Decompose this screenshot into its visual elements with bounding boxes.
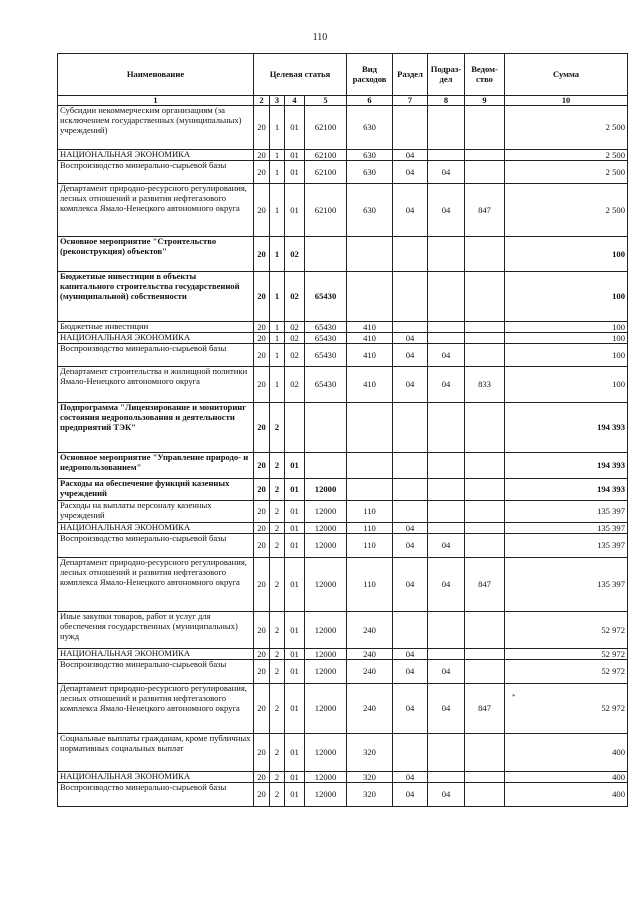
target-code-subprogram: 2 [270,534,285,558]
target-code-subprogram: 2 [270,734,285,772]
target-code-direction: 65430 [305,272,347,322]
amount: 100 [505,367,628,403]
table-row [58,367,628,403]
section-code: 04 [393,161,428,184]
subsection-code: 04 [428,684,465,734]
col-number: 1 [58,96,254,106]
expense-type [347,403,393,453]
table-row [58,150,628,161]
row-name: Воспроизводство минерально-сырьевой базы [58,344,254,367]
subsection-code: 04 [428,660,465,684]
amount: 135 397 [505,501,628,523]
table-header-row [58,54,628,96]
col-number: 7 [393,96,428,106]
header-amount: Сумма [505,54,628,96]
section-code [393,403,428,453]
table-row [58,333,628,344]
table-row [58,106,628,150]
amount: 52 972 [505,684,628,734]
target-code-activity: 01 [285,184,305,237]
subsection-code [428,453,465,479]
target-code-direction: 12000 [305,479,347,501]
section-code: 04 [393,367,428,403]
target-code-direction: 12000 [305,649,347,660]
table-row [58,660,628,684]
col-number: 3 [270,96,285,106]
subsection-code [428,649,465,660]
row-name: Департамент строительства и жилищной политики Ямало-Ненецкого автономного округа [58,367,254,403]
row-name: Воспроизводство минерально-сырьевой базы [58,660,254,684]
expense-type [347,272,393,322]
table-row [58,453,628,479]
amount: 194 393 [505,453,628,479]
expense-type: 630 [347,161,393,184]
section-code [393,272,428,322]
target-code-direction: 12000 [305,501,347,523]
target-code-program: 20 [254,534,270,558]
target-code-direction: 12000 [305,660,347,684]
target-code-activity [285,403,305,453]
amount: 100 [505,237,628,272]
expense-type: 110 [347,534,393,558]
target-code-program: 20 [254,649,270,660]
section-code: 04 [393,649,428,660]
expense-type: 110 [347,501,393,523]
subsection-code: 04 [428,344,465,367]
row-name: Бюджетные инвестиции в объекты капитального строительства государственной (муниципальной) собственности [58,272,254,322]
amount: 100 [505,322,628,333]
row-name: НАЦИОНАЛЬНАЯ ЭКОНОМИКА [58,649,254,660]
department-code [465,534,505,558]
table-row [58,237,628,272]
target-code-subprogram: 1 [270,106,285,150]
section-code [393,612,428,649]
subsection-code [428,772,465,783]
target-code-program: 20 [254,612,270,649]
amount: 100 [505,272,628,322]
target-code-direction [305,237,347,272]
col-number: 9 [465,96,505,106]
row-name: Расходы на обеспечение функций казенных учреждений [58,479,254,501]
target-code-program: 20 [254,684,270,734]
target-code-program: 20 [254,558,270,612]
target-code-activity: 01 [285,734,305,772]
row-name: Иные закупки товаров, работ и услуг для обеспечения государственных (муниципальных) нужд [58,612,254,649]
amount: 2 500 [505,150,628,161]
target-code-activity: 01 [285,783,305,807]
target-code-subprogram: 2 [270,501,285,523]
table-row [58,322,628,333]
row-name: Департамент природно-ресурсного регулирования, лесных отношений и развития нефтегазового комплекса Ямало-Ненецкого автономного округа [58,184,254,237]
expense-type: 630 [347,150,393,161]
amount: 100 [505,344,628,367]
target-code-program: 20 [254,344,270,367]
subsection-code [428,333,465,344]
target-code-subprogram: 1 [270,367,285,403]
section-code [393,734,428,772]
table-row [58,772,628,783]
target-code-subprogram: 1 [270,322,285,333]
subsection-code [428,403,465,453]
target-code-program: 20 [254,501,270,523]
amount: 400 [505,734,628,772]
expense-type: 410 [347,367,393,403]
table-body [58,106,628,807]
section-code: 04 [393,150,428,161]
subsection-code [428,272,465,322]
section-code: 04 [393,660,428,684]
subsection-code [428,479,465,501]
department-code [465,479,505,501]
target-code-program: 20 [254,322,270,333]
department-code [465,501,505,523]
subsection-code [428,523,465,534]
target-code-activity: 01 [285,479,305,501]
row-name: Основное мероприятие "Управление природо- и недропользованием" [58,453,254,479]
expense-type: 410 [347,333,393,344]
table-row [58,534,628,558]
row-name: Основное мероприятие "Строительство (реконструкция) объектов" [58,237,254,272]
col-number: 5 [305,96,347,106]
target-code-subprogram: 2 [270,612,285,649]
section-code: 04 [393,184,428,237]
target-code-activity: 01 [285,660,305,684]
row-name: Воспроизводство минерально-сырьевой базы [58,534,254,558]
section-code: 04 [393,534,428,558]
table-row [58,523,628,534]
section-code [393,106,428,150]
target-code-activity: 01 [285,612,305,649]
target-code-activity: 02 [285,367,305,403]
target-code-program: 20 [254,184,270,237]
table-row [58,612,628,649]
amount: 135 397 [505,534,628,558]
section-code [393,479,428,501]
target-code-direction: 62100 [305,184,347,237]
subsection-code: 04 [428,783,465,807]
target-code-program: 20 [254,453,270,479]
expense-type: 240 [347,649,393,660]
target-code-direction: 12000 [305,772,347,783]
target-code-activity: 01 [285,161,305,184]
expense-type [347,479,393,501]
target-code-activity: 01 [285,649,305,660]
target-code-activity: 02 [285,333,305,344]
expense-type [347,237,393,272]
department-code [465,322,505,333]
target-code-direction: 12000 [305,734,347,772]
department-code [465,333,505,344]
row-name: Воспроизводство минерально-сырьевой базы [58,783,254,807]
section-code: 04 [393,344,428,367]
department-code [465,344,505,367]
table-row [58,344,628,367]
subsection-code: 04 [428,184,465,237]
subsection-code: 04 [428,161,465,184]
target-code-program: 20 [254,479,270,501]
row-name: Департамент природно-ресурсного регулирования, лесных отношений и развития нефтегазового комплекса Ямало-Ненецкого автономного округа [58,684,254,734]
target-code-subprogram: 2 [270,649,285,660]
target-code-direction: 12000 [305,684,347,734]
target-code-direction: 62100 [305,161,347,184]
col-number: 2 [254,96,270,106]
department-code: 847 [465,558,505,612]
subsection-code [428,237,465,272]
department-code [465,453,505,479]
target-code-direction: 12000 [305,783,347,807]
target-code-activity: 02 [285,322,305,333]
target-code-subprogram: 1 [270,161,285,184]
department-code [465,523,505,534]
header-department: Ведом-ство [465,54,505,96]
target-code-program: 20 [254,161,270,184]
row-name: Социальные выплаты гражданам, кроме публичных нормативных социальных выплат [58,734,254,772]
department-code [465,660,505,684]
target-code-program: 20 [254,660,270,684]
subsection-code [428,612,465,649]
target-code-program: 20 [254,523,270,534]
section-code: 04 [393,772,428,783]
expense-type: 240 [347,612,393,649]
header-target-article: Целевая статья [254,54,347,96]
target-code-subprogram: 2 [270,684,285,734]
target-code-subprogram: 2 [270,558,285,612]
department-code [465,612,505,649]
col-number: 10 [505,96,628,106]
target-code-subprogram: 2 [270,660,285,684]
expense-type: 630 [347,184,393,237]
expense-type: 240 [347,660,393,684]
target-code-activity: 01 [285,150,305,161]
amount: 400 [505,783,628,807]
row-name: Субсидии некоммерческим организациям (за исключением государственных (муниципальных) учреждений) [58,106,254,150]
target-code-program: 20 [254,150,270,161]
target-code-subprogram: 1 [270,184,285,237]
subsection-code: 04 [428,367,465,403]
department-code [465,649,505,660]
department-code: 847 [465,684,505,734]
expense-type: 110 [347,523,393,534]
target-code-activity: 01 [285,772,305,783]
amount: 2 500 [505,106,628,150]
header-expense-type: Вид расходов [347,54,393,96]
target-code-subprogram: 2 [270,453,285,479]
row-name: Бюджетные инвестиции [58,322,254,333]
target-code-subprogram: 1 [270,333,285,344]
row-name: НАЦИОНАЛЬНАЯ ЭКОНОМИКА [58,772,254,783]
target-code-subprogram: 2 [270,783,285,807]
section-code: 04 [393,523,428,534]
table-row [58,403,628,453]
target-code-direction [305,453,347,479]
table-row [58,501,628,523]
amount: 52 972 [505,660,628,684]
table-row [58,479,628,501]
target-code-program: 20 [254,403,270,453]
amount: 52 972 [505,649,628,660]
table-row [58,783,628,807]
target-code-direction: 12000 [305,523,347,534]
amount: 2 500 [505,161,628,184]
amount: 400 [505,772,628,783]
target-code-activity: 02 [285,237,305,272]
expense-type: 410 [347,344,393,367]
expense-type [347,453,393,479]
section-code [393,237,428,272]
target-code-activity: 02 [285,344,305,367]
subsection-code [428,734,465,772]
target-code-program: 20 [254,272,270,322]
target-code-direction: 12000 [305,558,347,612]
subsection-code [428,501,465,523]
section-code: 04 [393,333,428,344]
amount: 2 500 [505,184,628,237]
amount: 100 [505,333,628,344]
page-number: 110 [312,32,328,43]
target-code-direction [305,403,347,453]
target-code-direction: 12000 [305,534,347,558]
table-row [58,649,628,660]
amount: 135 397 [505,523,628,534]
target-code-activity: 01 [285,684,305,734]
section-code [393,501,428,523]
table-row [58,734,628,772]
department-code [465,150,505,161]
subsection-code: 04 [428,558,465,612]
row-name: Подпрограмма "Лицензирование и мониторинг состояния недропользования и деятельности предприятий ТЭК" [58,403,254,453]
target-code-activity: 01 [285,558,305,612]
department-code [465,161,505,184]
target-code-direction: 65430 [305,333,347,344]
target-code-program: 20 [254,734,270,772]
target-code-direction: 62100 [305,150,347,161]
expense-type: 110 [347,558,393,612]
table-row [58,684,628,734]
department-code [465,783,505,807]
expense-type: 320 [347,734,393,772]
expense-type: 410 [347,322,393,333]
row-name: НАЦИОНАЛЬНАЯ ЭКОНОМИКА [58,150,254,161]
department-code [465,272,505,322]
column-number-row [58,96,628,106]
target-code-program: 20 [254,367,270,403]
target-code-direction: 62100 [305,106,347,150]
subsection-code: 04 [428,534,465,558]
subsection-code [428,150,465,161]
row-name: НАЦИОНАЛЬНАЯ ЭКОНОМИКА [58,333,254,344]
table-row [58,272,628,322]
row-name: Департамент природно-ресурсного регулирования, лесных отношений и развития нефтегазового комплекса Ямало-Ненецкого автономного округа [58,558,254,612]
target-code-activity: 01 [285,106,305,150]
department-code [465,237,505,272]
target-code-subprogram: 2 [270,523,285,534]
header-section: Раздел [393,54,428,96]
amount: 135 397 [505,558,628,612]
row-name: Воспроизводство минерально-сырьевой базы [58,161,254,184]
department-code [465,734,505,772]
col-number: 4 [285,96,305,106]
target-code-subprogram: 1 [270,150,285,161]
section-code: 04 [393,684,428,734]
target-code-activity: 02 [285,272,305,322]
expense-type: 320 [347,772,393,783]
amount: 194 393 [505,479,628,501]
row-name: Расходы на выплаты персоналу казенных учреждений [58,501,254,523]
section-code [393,322,428,333]
target-code-program: 20 [254,772,270,783]
target-code-subprogram: 1 [270,272,285,322]
header-name: Наименование [58,54,254,96]
target-code-direction: 65430 [305,367,347,403]
col-number: 6 [347,96,393,106]
table-row [58,161,628,184]
target-code-subprogram: 2 [270,479,285,501]
amount: 52 972 [505,612,628,649]
section-code: 04 [393,783,428,807]
row-name: НАЦИОНАЛЬНАЯ ЭКОНОМИКА [58,523,254,534]
col-number: 8 [428,96,465,106]
scan-mark: * [512,693,516,701]
target-code-activity: 01 [285,534,305,558]
target-code-subprogram: 1 [270,237,285,272]
target-code-activity: 01 [285,501,305,523]
target-code-subprogram: 2 [270,403,285,453]
expense-type: 240 [347,684,393,734]
expense-type: 630 [347,106,393,150]
target-code-program: 20 [254,783,270,807]
department-code: 833 [465,367,505,403]
department-code [465,403,505,453]
amount: 194 393 [505,403,628,453]
section-code [393,453,428,479]
target-code-activity: 01 [285,453,305,479]
budget-table [57,53,628,807]
table-row [58,184,628,237]
expense-type: 320 [347,783,393,807]
section-code: 04 [393,558,428,612]
target-code-subprogram: 1 [270,344,285,367]
target-code-subprogram: 2 [270,772,285,783]
subsection-code [428,322,465,333]
department-code [465,772,505,783]
table-row [58,558,628,612]
target-code-direction: 12000 [305,612,347,649]
target-code-direction: 65430 [305,322,347,333]
target-code-program: 20 [254,237,270,272]
target-code-program: 20 [254,106,270,150]
target-code-program: 20 [254,333,270,344]
subsection-code [428,106,465,150]
target-code-activity: 01 [285,523,305,534]
header-subsection: Подраз-дел [428,54,465,96]
target-code-direction: 65430 [305,344,347,367]
department-code: 847 [465,184,505,237]
department-code [465,106,505,150]
